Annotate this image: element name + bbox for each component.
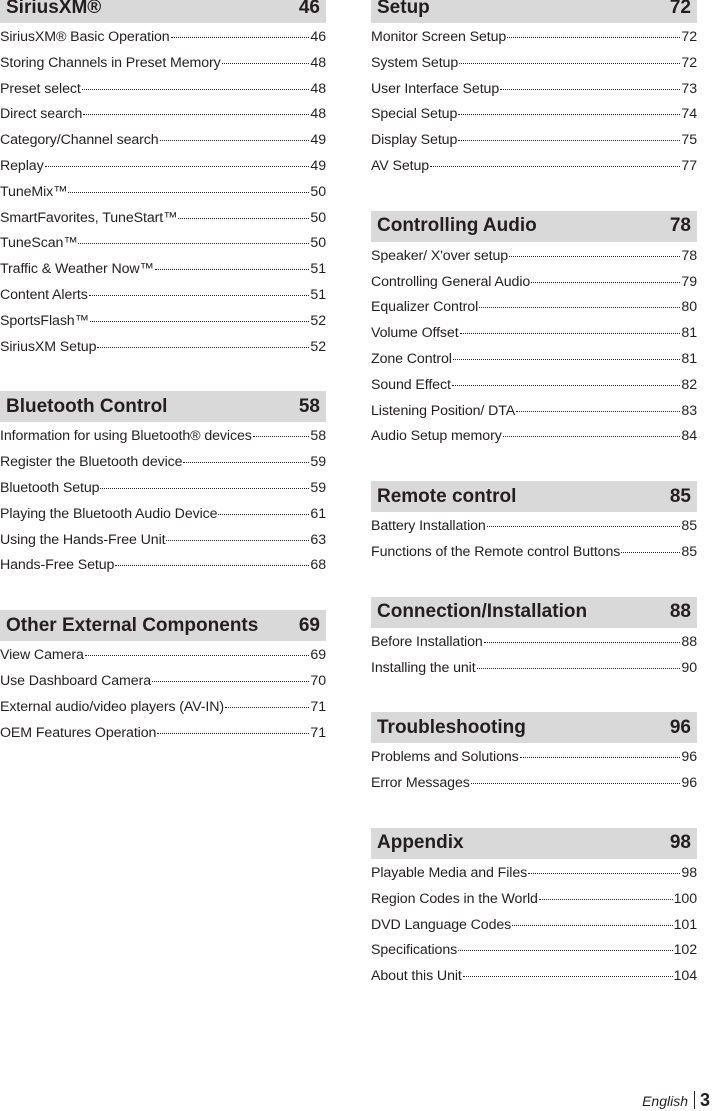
toc-entry[interactable] (0, 313, 326, 339)
toc-entry[interactable] (0, 725, 326, 751)
toc-entry[interactable] (371, 891, 697, 917)
entry-page: 100 (673, 890, 697, 907)
entry-page: 73 (681, 80, 697, 97)
dot-leader (160, 140, 310, 141)
entry-page: 88 (681, 633, 697, 650)
toc-entry[interactable] (0, 158, 326, 184)
section-page: 96 (669, 716, 691, 738)
entry-page: 80 (681, 299, 697, 316)
section-title: Bluetooth Control (6, 395, 168, 417)
footer-language: English (642, 1093, 688, 1109)
entry-title: Special Setup (371, 106, 458, 123)
entry-page: 71 (310, 698, 326, 715)
dot-leader (479, 307, 680, 308)
entry-page: 78 (681, 247, 697, 264)
entry-page: 77 (681, 157, 697, 174)
section-page: 69 (298, 614, 320, 636)
section-title: Other External Components (6, 614, 259, 636)
section-header[interactable] (0, 0, 326, 23)
entry-title: Before Installation (371, 633, 483, 650)
entry-page: 51 (310, 261, 326, 278)
toc-entry[interactable] (371, 248, 697, 274)
dot-leader (516, 411, 680, 412)
entry-page: 72 (681, 54, 697, 71)
dot-leader (520, 757, 681, 758)
dot-leader (471, 783, 681, 784)
entry-page: 49 (310, 132, 326, 149)
toc-entry[interactable] (0, 339, 326, 365)
entry-page: 46 (310, 29, 326, 45)
entry-page: 52 (310, 338, 326, 355)
toc-entry[interactable] (371, 634, 697, 660)
entry-page: 102 (673, 942, 697, 959)
entry-title: Installing the unit (371, 659, 476, 676)
toc-section-troubleshooting (371, 712, 697, 801)
entry-title: Storing Channels in Preset Memory (0, 54, 221, 71)
entry-title: Controlling General Audio (371, 273, 531, 290)
toc-entry[interactable] (0, 673, 326, 699)
entry-page: 51 (310, 286, 326, 303)
entry-title: Volume Offset (371, 325, 459, 342)
toc-entry[interactable] (371, 29, 697, 55)
entry-title: SiriusXM Setup (0, 338, 97, 355)
entry-title: Direct search (0, 106, 83, 123)
toc-entry[interactable] (371, 351, 697, 377)
dot-leader (183, 462, 309, 463)
dot-leader (458, 950, 672, 951)
dot-leader (539, 899, 673, 900)
entry-page: 52 (310, 312, 326, 329)
dot-leader (155, 269, 310, 270)
toc-entry[interactable] (0, 647, 326, 673)
dot-leader (430, 166, 680, 167)
dot-leader (452, 385, 681, 386)
entry-title: Equalizer Control (371, 299, 479, 316)
entry-page: 71 (310, 724, 326, 741)
toc-entry[interactable] (0, 506, 326, 532)
toc-entry[interactable] (371, 55, 697, 81)
section-header[interactable] (371, 211, 697, 242)
entry-title: Playable Media and Files (371, 864, 528, 881)
toc-entry[interactable] (371, 299, 697, 325)
dot-leader (171, 37, 310, 38)
entry-title: Specifications (371, 942, 458, 959)
dot-leader (463, 976, 673, 977)
entry-page: 96 (681, 749, 697, 766)
entry-title: Listening Position/ DTA (371, 402, 516, 419)
dot-leader (503, 436, 681, 437)
dot-leader (509, 256, 680, 257)
entry-title: Problems and Solutions (371, 749, 519, 766)
dot-leader (458, 114, 680, 115)
toc-section-appendix (371, 828, 697, 994)
entry-page: 49 (310, 157, 326, 174)
toc-entry[interactable] (371, 968, 697, 994)
toc-entry[interactable] (0, 428, 326, 454)
dot-leader (453, 359, 681, 360)
entry-title: Bluetooth Setup (0, 479, 100, 496)
entry-page: 84 (681, 428, 697, 445)
toc-entry[interactable] (371, 660, 697, 686)
footer-divider (694, 1091, 695, 1109)
dot-leader (531, 282, 680, 283)
toc-section-connection-installation (371, 597, 697, 686)
dot-leader (83, 114, 309, 115)
entry-title: Use Dashboard Camera (0, 672, 151, 689)
toc-entry[interactable] (371, 544, 697, 570)
toc-right-column (371, 0, 697, 1021)
entry-page: 81 (681, 325, 697, 342)
toc-entry[interactable] (371, 942, 697, 968)
entry-page: 81 (681, 350, 697, 367)
entry-title: Region Codes in the World (371, 890, 538, 907)
entry-title: SiriusXM® Basic Operation (0, 29, 170, 45)
entry-page: 79 (681, 273, 697, 290)
entry-title: About this Unit (371, 968, 462, 985)
entry-title: Register the Bluetooth device (0, 454, 183, 471)
entry-page: 90 (681, 659, 697, 676)
toc-entry[interactable] (371, 749, 697, 775)
dot-leader (89, 295, 310, 296)
dot-leader (166, 540, 309, 541)
entry-title: Using the Hands-Free Unit (0, 531, 166, 548)
dot-leader (459, 63, 680, 64)
dot-leader (115, 565, 309, 566)
entry-title: SmartFavorites, TuneStart™ (0, 209, 178, 226)
section-header[interactable] (371, 481, 697, 512)
section-title: Controlling Audio (377, 215, 537, 237)
toc-entry[interactable] (371, 158, 697, 184)
dot-leader (484, 642, 681, 643)
entry-title: AV Setup (371, 157, 430, 174)
section-title: Setup (377, 0, 430, 18)
dot-leader (157, 733, 309, 734)
section-page: 78 (669, 215, 691, 237)
toc-entry[interactable] (371, 428, 697, 454)
entry-page: 83 (681, 402, 697, 419)
entry-page: 59 (310, 479, 326, 496)
toc-entry[interactable] (0, 235, 326, 261)
entry-page: 98 (681, 864, 697, 881)
section-page: 88 (669, 601, 691, 623)
dot-leader (528, 873, 680, 874)
section-page: 58 (298, 395, 320, 417)
entry-title: Content Alerts (0, 286, 88, 303)
entry-title: Display Setup (371, 132, 458, 149)
entry-title: TuneMix™ (0, 183, 68, 200)
entry-page: 104 (673, 968, 697, 985)
toc-entry[interactable] (0, 106, 326, 132)
entry-page: 96 (681, 775, 697, 792)
entry-title: Battery Installation (371, 518, 486, 535)
section-page: 46 (298, 0, 320, 18)
entry-title: External audio/video players (AV-IN) (0, 698, 225, 715)
entry-page: 50 (310, 183, 326, 200)
toc-entry[interactable] (0, 29, 326, 55)
dot-leader (178, 218, 309, 219)
toc-entry[interactable] (371, 917, 697, 943)
entry-title: Sound Effect (371, 376, 451, 393)
dot-leader (458, 140, 680, 141)
dot-leader (460, 333, 681, 334)
dot-leader (152, 681, 309, 682)
section-title: Remote control (377, 485, 517, 507)
section-title: Troubleshooting (377, 716, 526, 738)
toc-entry[interactable] (371, 865, 697, 891)
toc-entry[interactable] (371, 377, 697, 403)
dot-leader (500, 89, 680, 90)
entry-page: 63 (310, 531, 326, 548)
section-title: Connection/Installation (377, 601, 588, 623)
entry-page: 85 (681, 518, 697, 535)
toc-entry[interactable] (0, 454, 326, 480)
entry-title: OEM Features Operation (0, 724, 157, 741)
toc-entry[interactable] (371, 106, 697, 132)
entry-page: 48 (310, 80, 326, 97)
toc-entry[interactable] (371, 403, 697, 429)
dot-leader (507, 37, 680, 38)
dot-leader (97, 347, 309, 348)
toc-entry[interactable] (371, 274, 697, 300)
entry-page: 85 (681, 543, 697, 560)
entry-title: User Interface Setup (371, 80, 500, 97)
dot-leader (253, 436, 310, 437)
entry-page: 101 (673, 916, 697, 933)
entry-title: System Setup (371, 54, 459, 71)
toc-entry[interactable] (371, 81, 697, 107)
toc-entry[interactable] (0, 287, 326, 313)
entry-title: Zone Control (371, 350, 452, 367)
toc-left-column (0, 0, 326, 777)
section-header[interactable] (371, 597, 697, 628)
entry-title: Functions of the Remote control Buttons (371, 543, 621, 560)
entry-title: TuneScan™ (0, 235, 78, 252)
toc-entry[interactable] (0, 699, 326, 725)
entry-page: 50 (310, 235, 326, 252)
toc-entry[interactable] (0, 184, 326, 210)
dot-leader (218, 514, 309, 515)
toc-section-remote-control (371, 481, 697, 570)
entry-title: Traffic & Weather Now™ (0, 261, 154, 278)
entry-page: 58 (310, 428, 326, 445)
entry-page: 48 (310, 54, 326, 71)
section-page: 72 (669, 0, 691, 18)
section-header[interactable] (0, 610, 326, 641)
entry-title: Audio Setup memory (371, 428, 502, 445)
dot-leader (90, 321, 310, 322)
dot-leader (512, 925, 672, 926)
toc-entry[interactable] (0, 210, 326, 236)
toc-entry[interactable] (0, 132, 326, 158)
toc-entry[interactable] (0, 55, 326, 81)
toc-entry[interactable] (0, 480, 326, 506)
entry-title: Hands-Free Setup (0, 557, 115, 574)
toc-entry[interactable] (371, 325, 697, 351)
entry-page: 74 (681, 106, 697, 123)
entry-title: View Camera (0, 647, 84, 664)
section-header[interactable] (371, 0, 697, 23)
dot-leader (85, 655, 310, 656)
toc-section-siriusxm (0, 0, 326, 364)
dot-leader (222, 63, 310, 64)
entry-page: 68 (310, 557, 326, 574)
toc-section-other-external-components (0, 610, 326, 750)
dot-leader (487, 526, 681, 527)
dot-leader (477, 668, 681, 669)
section-header[interactable] (0, 391, 326, 422)
toc-entry[interactable] (0, 81, 326, 107)
entry-title: Monitor Screen Setup (371, 29, 507, 45)
toc-entry[interactable] (371, 132, 697, 158)
dot-leader (100, 488, 309, 489)
entry-page: 72 (681, 29, 697, 45)
entry-title: Error Messages (371, 775, 470, 792)
entry-title: Preset select (0, 80, 81, 97)
entry-page: 50 (310, 209, 326, 226)
entry-page: 59 (310, 454, 326, 471)
section-title: Appendix (377, 832, 464, 854)
toc-section-bluetooth-control (0, 391, 326, 583)
entry-title: Playing the Bluetooth Audio Device (0, 505, 218, 522)
section-title: SiriusXM® (6, 0, 102, 18)
entry-title: Category/Channel search (0, 132, 159, 149)
entry-title: DVD Language Codes (371, 916, 512, 933)
entry-page: 48 (310, 106, 326, 123)
dot-leader (68, 192, 309, 193)
entry-page: 69 (310, 647, 326, 664)
entry-title: SportsFlash™ (0, 312, 89, 329)
section-header[interactable] (371, 828, 697, 859)
page-footer (594, 1085, 714, 1111)
entry-page: 75 (681, 132, 697, 149)
entry-page: 82 (681, 376, 697, 393)
toc-section-controlling-audio (371, 211, 697, 454)
dot-leader (45, 166, 310, 167)
dot-leader (225, 707, 309, 708)
section-page: 85 (669, 485, 691, 507)
footer-page-number: 3 (699, 1090, 710, 1110)
entry-page: 61 (310, 505, 326, 522)
section-header[interactable] (371, 712, 697, 743)
entry-title: Speaker/ X'over setup (371, 247, 509, 264)
entry-title: Replay (0, 157, 44, 174)
section-page: 98 (669, 832, 691, 854)
entry-title: Information for using Bluetooth® devices (0, 428, 252, 445)
dot-leader (82, 89, 310, 90)
toc-section-setup (371, 0, 697, 184)
entry-page: 70 (310, 672, 326, 689)
toc-entry[interactable] (0, 261, 326, 287)
toc-entry[interactable] (371, 775, 697, 801)
toc-entry[interactable] (0, 557, 326, 583)
dot-leader (78, 243, 309, 244)
toc-entry[interactable] (371, 518, 697, 544)
toc-entry[interactable] (0, 532, 326, 558)
dot-leader (621, 552, 680, 553)
